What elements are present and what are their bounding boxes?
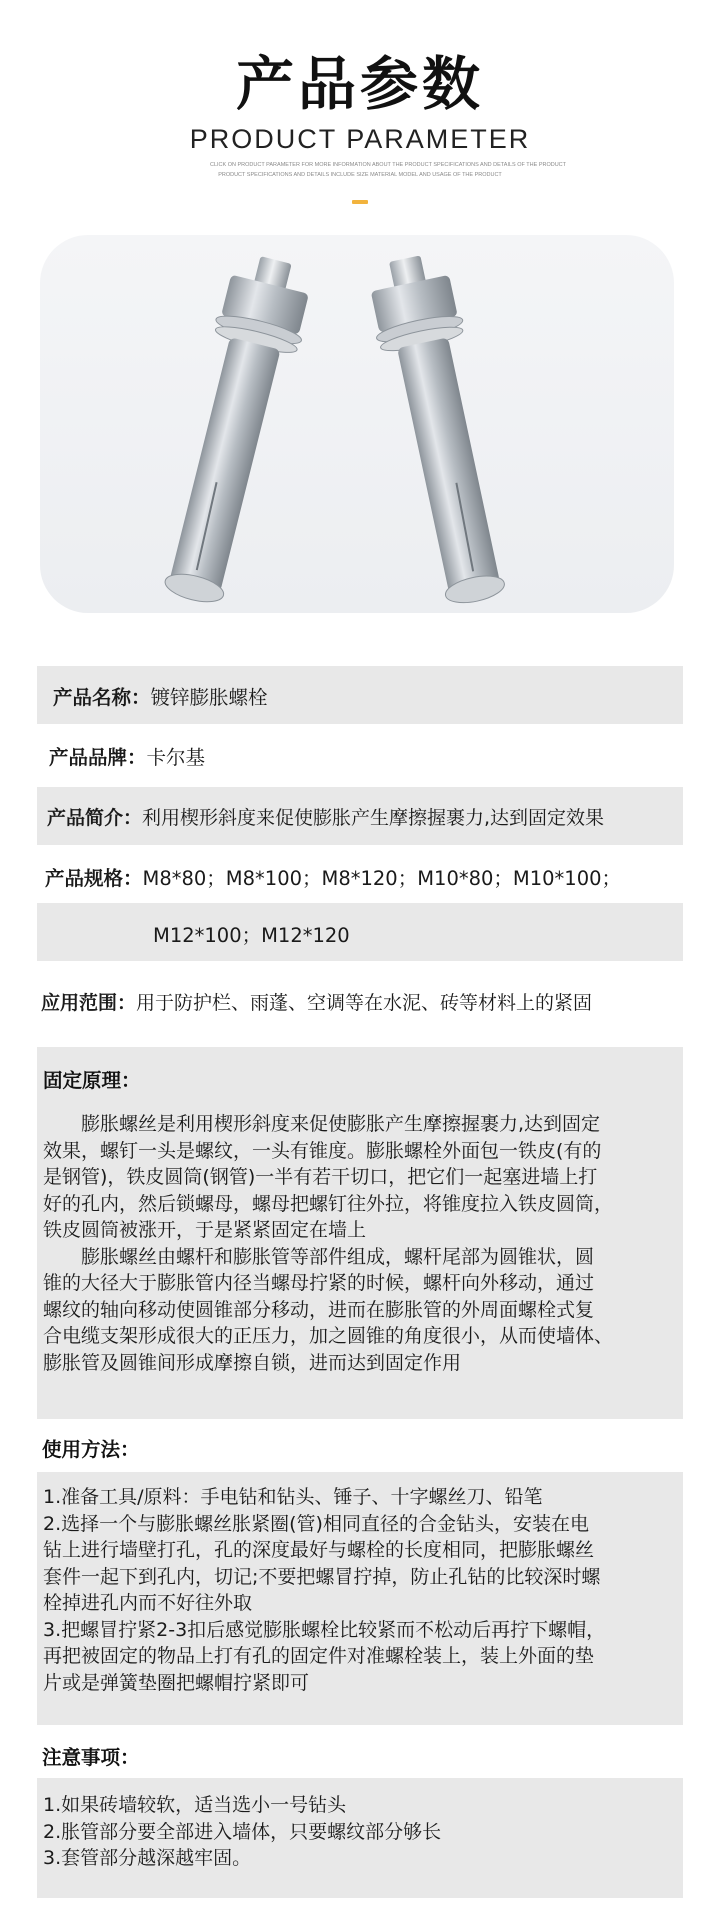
param-row-name	[37, 666, 683, 724]
paragraph-line: 1.如果砖墙较软，适当选小一号钻头	[43, 1794, 347, 1816]
paragraph-line: 套件一起下到孔内，切记;不要把螺冒拧掉，防止孔钻的比较深时螺	[43, 1565, 601, 1588]
paragraph-line: 螺纹的轴向移动使圆锥部分移动，进而在膨胀管的外周面螺栓式复	[43, 1298, 595, 1321]
paragraph-line: 1.准备工具/原料：手电钻和钻头、锤子、十字螺丝刀、铅笔	[43, 1486, 543, 1508]
principle-section	[37, 1047, 683, 1419]
paragraph-line: 锥的大径大于膨胀管内径当螺母拧紧的时候，螺杆向外移动，通过	[43, 1272, 595, 1294]
paragraph-line: 再把被固定的物品上打有孔的固定件对准螺栓装上，装上外面的垫	[43, 1645, 595, 1667]
paragraph-line: 合电缆支架形成很大的正压力，加之圆锥的角度很小，从而使墙体、	[43, 1325, 614, 1347]
param-label: 应用范围：	[41, 992, 137, 1014]
method-text	[43, 1484, 683, 1696]
param-row-spec-cont	[37, 903, 683, 961]
principle-text	[43, 1111, 683, 1376]
paragraph-line: 好的孔内，然后锁螺母，螺母把螺钉往外拉，将锥度拉入铁皮圆筒，	[43, 1192, 614, 1215]
paragraph-line: 3.把螺冒拧紧2-3扣后感觉膨胀螺栓比较紧而不松动后再拧下螺帽，	[43, 1618, 606, 1641]
paragraph-line: 膨胀管及圆锥间形成摩擦自锁，进而达到固定作用	[43, 1351, 462, 1374]
paragraph-line: 2.选择一个与膨胀螺丝胀紧圈(管)相同直径的合金钻头，安装在电	[43, 1512, 589, 1535]
paragraph-line: 是钢管)，铁皮圆筒(钢管)一半有若干切口，把它们一起塞进墙上打	[43, 1166, 598, 1188]
product-photo	[40, 235, 674, 613]
section-title: 固定原理：	[43, 1069, 141, 1092]
param-value: 利用楔形斜度来促使膨胀产生摩擦握裹力,达到固定效果	[142, 807, 605, 829]
paragraph-line: 3.套管部分越深越牢固。	[43, 1847, 252, 1869]
param-value: 卡尔基	[146, 746, 206, 769]
notes-section	[37, 1778, 683, 1898]
subtitle-line: PRODUCT SPECIFICATIONS AND DETAILS INCLUDE SIZE MATERIAL MODEL AND USAGE OF THE PRODUCT	[218, 172, 502, 178]
expansion-bolt-photo-icon	[40, 235, 674, 613]
paragraph-line: 膨胀螺丝由螺杆和膨胀管等部件组成，螺杆尾部为圆锥状，圆	[81, 1245, 595, 1268]
param-row-brand	[37, 726, 683, 784]
paragraph-line: 膨胀螺丝是利用楔形斜度来促使膨胀产生摩擦握裹力,达到固定	[81, 1113, 601, 1135]
section-title: 使用方法：	[42, 1438, 140, 1461]
section-title: 注意事项：	[42, 1746, 140, 1769]
param-label: 产品简介：	[47, 807, 143, 829]
param-label: 产品名称：	[53, 686, 151, 709]
page-title-en: PRODUCT PARAMETER	[189, 124, 531, 154]
page-title: 产品参数	[235, 50, 484, 118]
param-value: M12*100；M12*120	[153, 924, 350, 947]
param-row-usage	[37, 972, 683, 1030]
notes-text	[43, 1792, 683, 1872]
paragraph-line: 栓掉进孔内而不好往外取	[43, 1592, 253, 1614]
param-label: 产品规格：	[45, 867, 143, 890]
param-row-intro	[37, 787, 683, 845]
param-value: 用于防护栏、雨蓬、空调等在水泥、砖等材料上的紧固	[136, 992, 593, 1014]
accent-bar	[352, 200, 368, 204]
paragraph-line: 效果，螺钉一头是螺纹，一头有锥度。膨胀螺栓外面包一铁皮(有的	[43, 1139, 602, 1162]
param-value: 镀锌膨胀螺栓	[150, 686, 268, 709]
paragraph-line: 钻上进行墙壁打孔，孔的深度最好与螺栓的长度相同，把膨胀螺丝	[43, 1539, 595, 1561]
method-section	[37, 1472, 683, 1725]
subtitle-line: CLICK ON PRODUCT PARAMETER FOR MORE INFORMATION ABOUT THE PRODUCT SPECIFICATIONS AND DETAILS OF THE PRODUCT	[210, 162, 567, 168]
param-row-spec	[37, 847, 683, 903]
paragraph-line: 2.胀管部分要全部进入墙体，只要螺纹部分够长	[43, 1820, 442, 1843]
paragraph-line: 片或是弹簧垫圈把螺帽拧紧即可	[43, 1671, 310, 1694]
param-value: M8*80；M8*100；M8*120；M10*80；M10*100；	[142, 867, 622, 890]
paragraph-line: 铁皮圆筒被涨开，于是紧紧固定在墙上	[43, 1219, 367, 1241]
param-label: 产品品牌：	[49, 746, 147, 769]
